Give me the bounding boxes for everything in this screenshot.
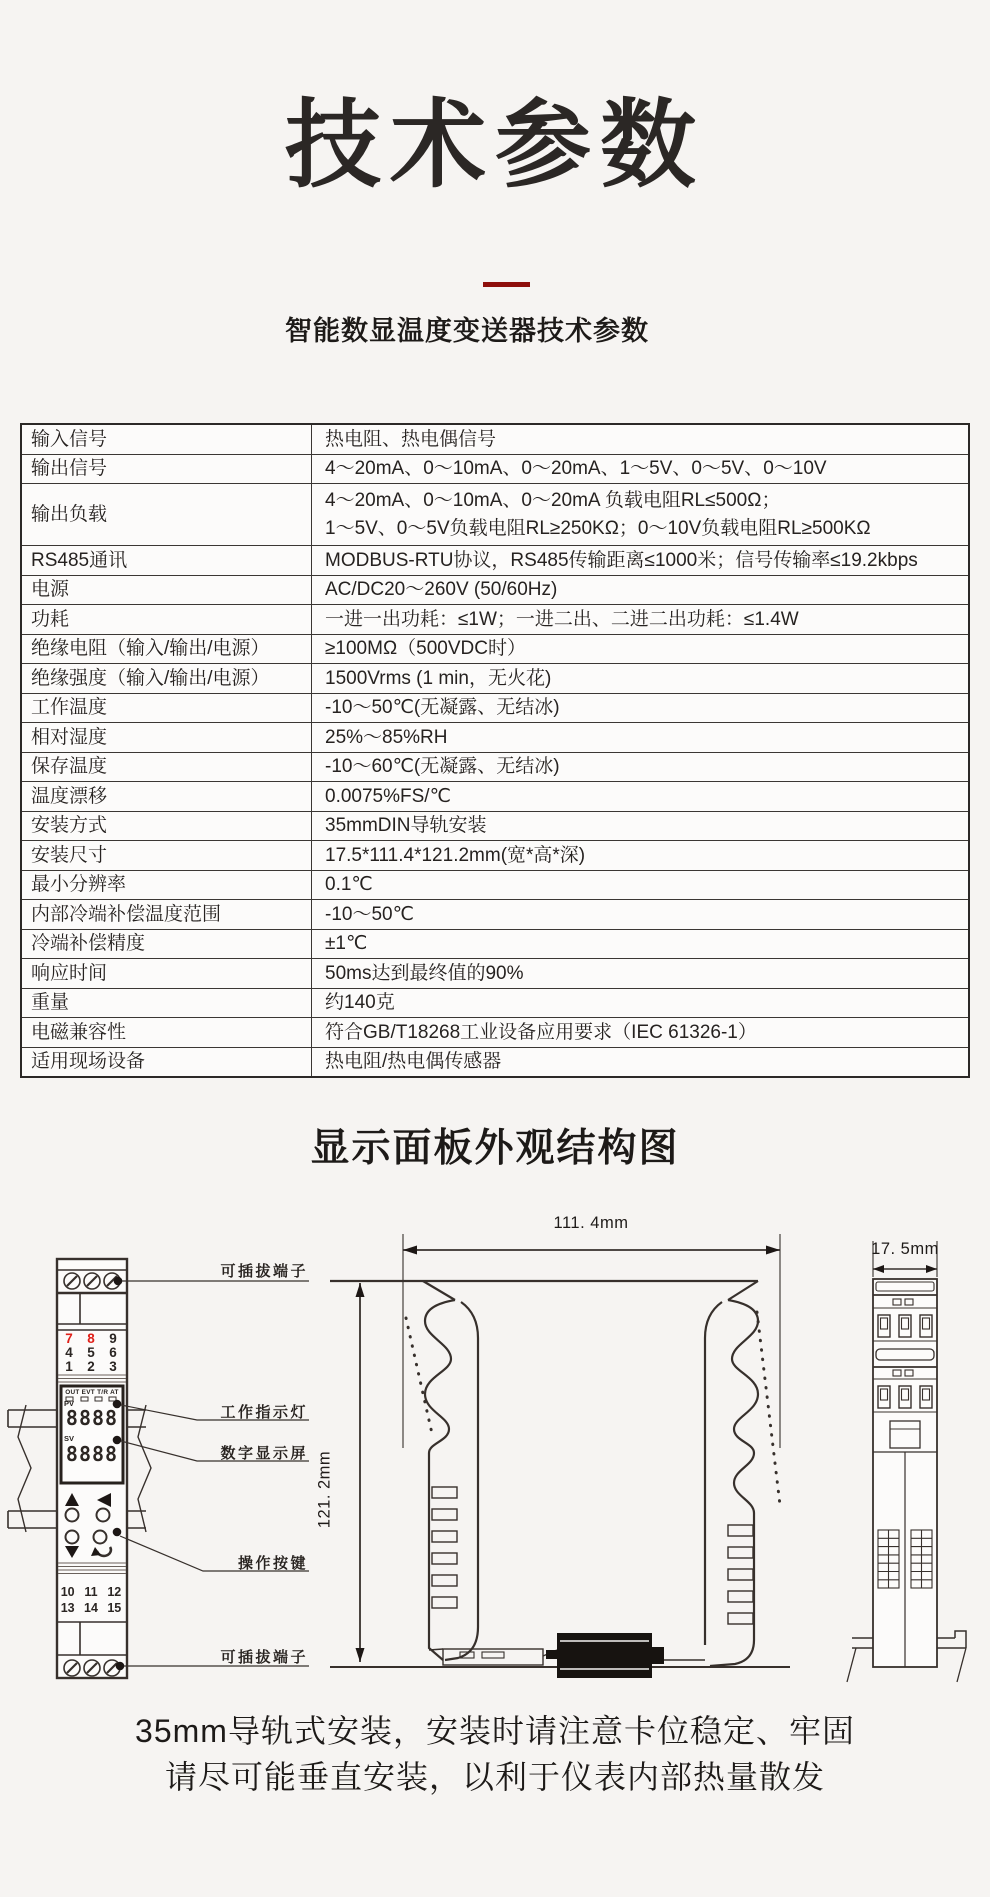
callout-operation-keys: 操作按键 <box>237 1555 308 1572</box>
spec-value-cell: ±1℃ <box>312 929 970 959</box>
spec-value-cell: 约140克 <box>312 988 970 1018</box>
terminal-number: 12 <box>107 1585 122 1599</box>
spec-label-cell: 适用现场设备 <box>21 1047 312 1077</box>
spec-table <box>20 423 970 1078</box>
spec-label-cell: 电磁兼容性 <box>21 1018 312 1048</box>
spec-value-cell: 0.0075%FS/℃ <box>312 782 970 812</box>
table-row <box>21 782 969 812</box>
spec-value-cell: 4～20mA、0～10mA、0～20mA 负载电阻RL≤500Ω； 1～5V、0～5V负载电阻RL≥250KΩ；0～10V负载电阻RL≥500KΩ <box>312 484 970 546</box>
dimension-height-label: 121. 2mm <box>315 1450 334 1529</box>
spec-value-cell: 热电阻/热电偶传感器 <box>312 1047 970 1077</box>
terminal-number: 15 <box>107 1600 122 1615</box>
spec-value-cell: -10～60℃(无凝露、无结冰) <box>312 752 970 782</box>
spec-label-cell: 绝缘电阻（输入/输出/电源） <box>21 634 312 664</box>
callout-status-led: 工作指示灯 <box>220 1404 308 1421</box>
table-row <box>21 484 969 546</box>
callout-dot-keys <box>113 1528 122 1537</box>
terminal-number: 10 <box>60 1585 75 1599</box>
spec-label-cell: 绝缘强度（输入/输出/电源） <box>21 664 312 694</box>
table-row <box>21 693 969 723</box>
table-row <box>21 959 969 989</box>
terminal-number: 2 <box>87 1359 95 1374</box>
spec-value-cell: AC/DC20～260V (50/60Hz) <box>312 575 970 605</box>
spec-value-cell: 35mmDIN导轨安装 <box>312 811 970 841</box>
terminal-row <box>58 1332 124 1346</box>
spec-label-cell: 输出负载 <box>21 484 312 546</box>
spec-label-cell: 内部冷端补偿温度范围 <box>21 900 312 930</box>
spec-value-cell: 4～20mA、0～10mA、0～20mA、1～5V、0～5V、0～10V <box>312 454 970 484</box>
terminal-row <box>58 1360 124 1374</box>
spec-label-cell: 重量 <box>21 988 312 1018</box>
table-row <box>21 664 969 694</box>
terminal-row <box>58 1346 124 1360</box>
spec-label-cell: 安装尺寸 <box>21 841 312 871</box>
install-note-line2: 请尽可能垂直安装，以利于仪表内部热量散发 <box>164 1759 825 1795</box>
table-row <box>21 723 969 753</box>
table-row <box>21 988 969 1018</box>
callout-pluggable-terminal-top: 可插拔端子 <box>220 1263 308 1280</box>
table-row <box>21 811 969 841</box>
spec-label-cell: 电源 <box>21 575 312 605</box>
spec-value-cell: 0.1℃ <box>312 870 970 900</box>
table-row <box>21 634 969 664</box>
terminal-numbers-bottom <box>56 1585 126 1616</box>
table-row <box>21 841 969 871</box>
terminal-number: 8 <box>87 1331 95 1346</box>
spec-label-cell: 相对湿度 <box>21 723 312 753</box>
spec-label-cell: 输出信号 <box>21 454 312 484</box>
terminal-number: 13 <box>60 1600 75 1615</box>
spec-label-cell: 功耗 <box>21 605 312 635</box>
sv-label: SV <box>64 1434 75 1443</box>
spec-value-cell: -10～50℃ <box>312 900 970 930</box>
spec-value-cell: 25%～85%RH <box>312 723 970 753</box>
terminal-number: 5 <box>87 1345 95 1360</box>
table-row <box>21 1018 969 1048</box>
page-title: 技术参数 <box>285 92 705 199</box>
terminal-number: 3 <box>109 1359 117 1374</box>
spec-label-cell: 安装方式 <box>21 811 312 841</box>
terminal-number: 7 <box>65 1331 73 1346</box>
table-row <box>21 546 969 576</box>
side-view-drawing <box>847 1241 966 1682</box>
terminal-number: 1 <box>65 1359 73 1374</box>
table-row <box>21 752 969 782</box>
pv-label: PV <box>64 1399 75 1408</box>
spec-value-cell: 17.5*111.4*121.2mm(宽*高*深) <box>312 841 970 871</box>
led-indicator-labels: OUT EVT T/R AT <box>65 1389 119 1396</box>
sv-digit-display: 8888 <box>65 1442 119 1466</box>
table-row <box>21 1047 969 1077</box>
spec-value-cell: -10～50℃(无凝露、无结冰) <box>312 693 970 723</box>
dimension-width-label: 111. 4mm <box>553 1214 629 1232</box>
profile-view-drawing <box>330 1234 790 1678</box>
spec-label-cell: 最小分辨率 <box>21 870 312 900</box>
title-accent-dash <box>483 282 530 287</box>
table-row <box>21 424 969 454</box>
spec-value-cell: 50ms达到最终值的90% <box>312 959 970 989</box>
callout-dot-terminal-top <box>114 1277 123 1286</box>
pv-digit-display: 8888 <box>65 1406 119 1430</box>
spec-label-cell: 冷端补偿精度 <box>21 929 312 959</box>
table-row <box>21 575 969 605</box>
callout-dot-terminal-bottom <box>116 1662 125 1671</box>
spec-label-cell: 响应时间 <box>21 959 312 989</box>
terminal-row <box>56 1585 126 1601</box>
spec-label-cell: RS485通讯 <box>21 546 312 576</box>
callout-digital-display: 数字显示屏 <box>220 1445 308 1462</box>
spec-value-cell: 一进一出功耗：≤1W；一进二出、二进二出功耗：≤1.4W <box>312 605 970 635</box>
table-row <box>21 454 969 484</box>
terminal-number: 11 <box>84 1585 98 1599</box>
terminal-number: 9 <box>109 1331 117 1346</box>
diagram-section-title: 显示面板外观结构图 <box>310 1127 680 1170</box>
table-row <box>21 605 969 635</box>
terminal-number: 4 <box>65 1345 73 1360</box>
spec-label-cell: 保存温度 <box>21 752 312 782</box>
terminal-number: 14 <box>84 1600 98 1615</box>
spec-value-cell: 1500Vrms (1 min，无火花) <box>312 664 970 694</box>
spec-label-cell: 输入信号 <box>21 424 312 454</box>
terminal-number: 6 <box>109 1345 117 1360</box>
spec-table-title: 智能数显温度变送器技术参数 <box>285 316 649 346</box>
spec-table-body <box>21 424 969 1077</box>
spec-value-cell: 符合GB/T18268工业设备应用要求（IEC 61326-1） <box>312 1018 970 1048</box>
technical-drawing <box>0 1185 990 1700</box>
callout-pluggable-terminal-bottom: 可插拔端子 <box>220 1649 308 1666</box>
install-note-line1: 35mm导轨式安装，安装时请注意卡位稳定、牢固 <box>135 1713 855 1749</box>
terminal-row <box>56 1601 126 1617</box>
table-row <box>21 870 969 900</box>
din-clip-drawing <box>546 1633 664 1678</box>
dimension-depth-label: 17. 5mm <box>871 1240 939 1258</box>
table-row <box>21 929 969 959</box>
terminal-numbers-top <box>58 1332 124 1374</box>
spec-value-cell: 热电阻、热电偶信号 <box>312 424 970 454</box>
spec-label-cell: 工作温度 <box>21 693 312 723</box>
spec-label-cell: 温度漂移 <box>21 782 312 812</box>
table-row <box>21 900 969 930</box>
spec-value-cell: ≥100MΩ（500VDC时） <box>312 634 970 664</box>
spec-value-cell: MODBUS-RTU协议，RS485传输距离≤1000米；信号传输率≤19.2kbps <box>312 546 970 576</box>
